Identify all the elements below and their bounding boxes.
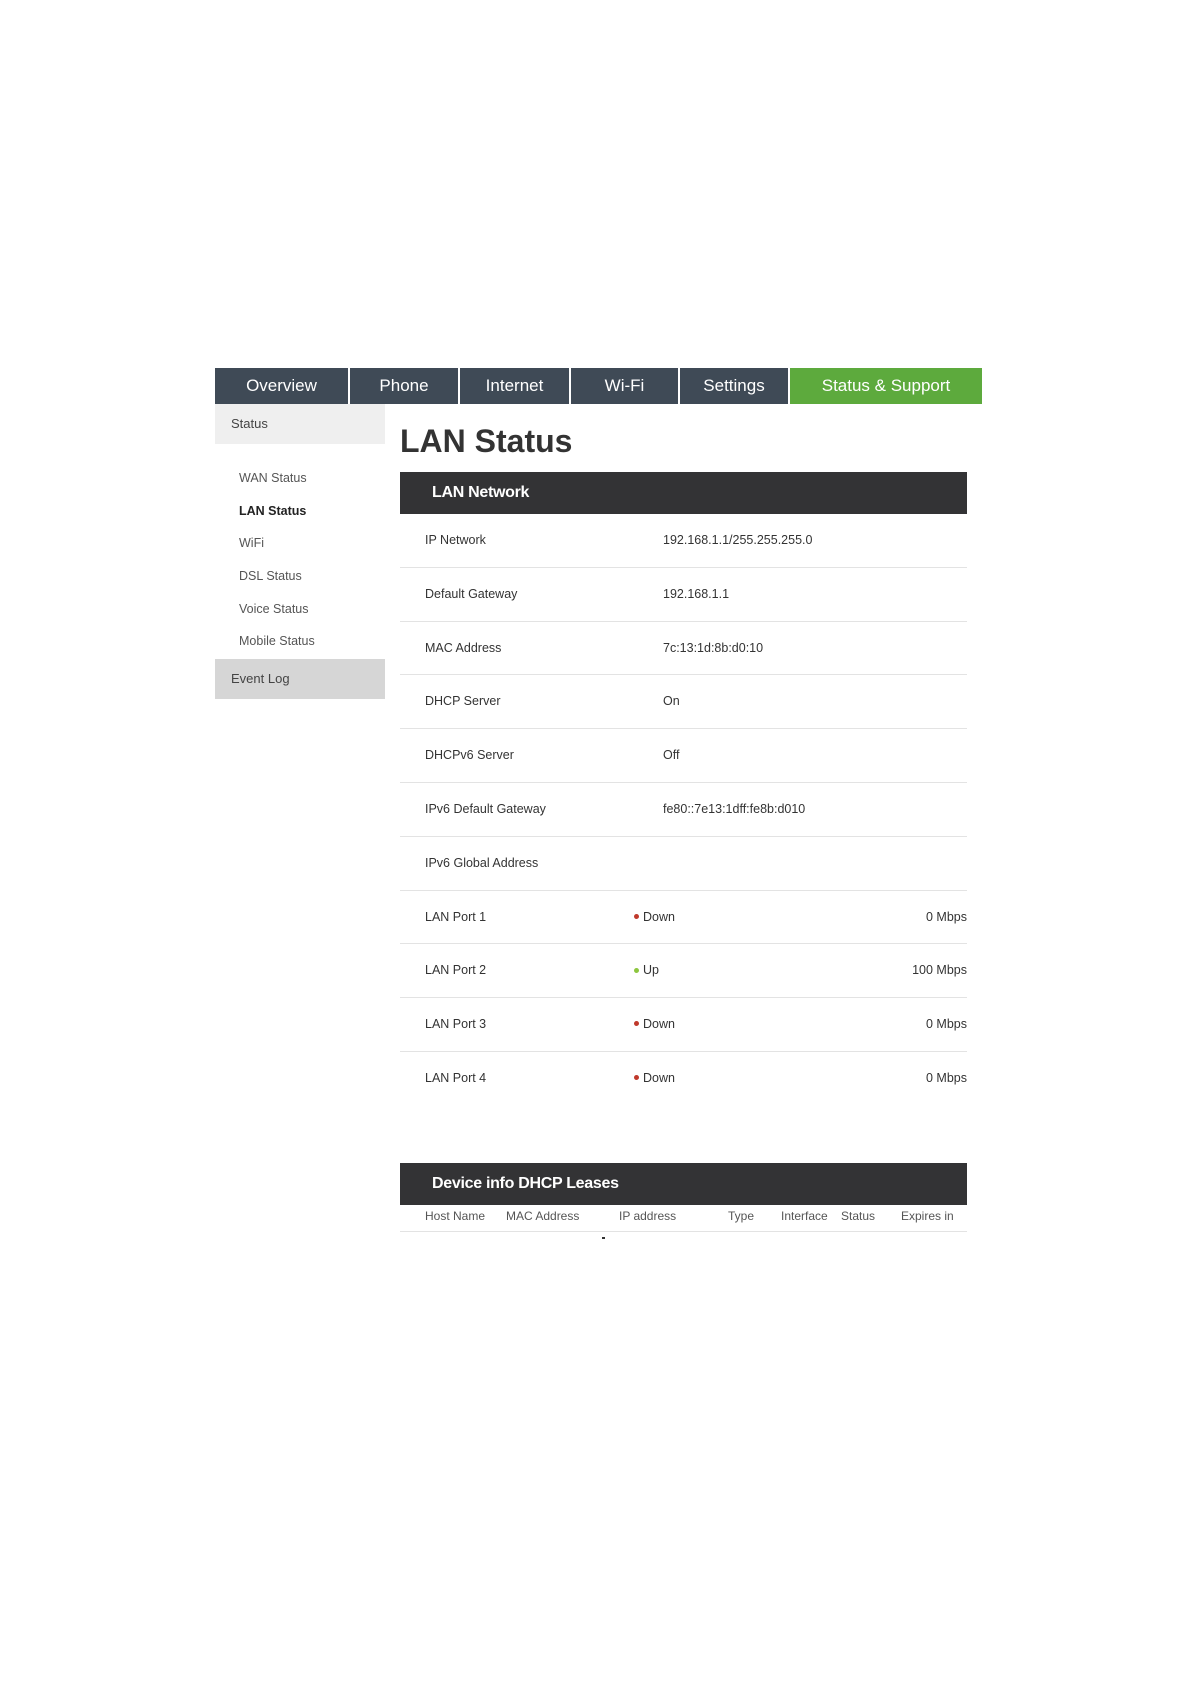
lan-network-header: LAN Network — [400, 472, 967, 514]
tab-phone[interactable]: Phone — [350, 368, 458, 404]
port-label: LAN Port 4 — [425, 1070, 487, 1085]
port-status — [634, 891, 675, 944]
col-ip-address: IP address — [619, 1208, 677, 1223]
port-label: LAN Port 2 — [425, 963, 487, 978]
lan-port-row — [400, 944, 967, 998]
col-mac-address: MAC Address — [506, 1208, 580, 1223]
row-label: DHCPv6 Server — [425, 748, 514, 763]
table-row — [400, 622, 967, 676]
row-label: IPv6 Default Gateway — [425, 801, 546, 816]
row-value: fe80::7e13:1dff:fe8b:d010 — [663, 801, 806, 816]
table-row — [400, 568, 967, 622]
row-label: MAC Address — [425, 640, 502, 655]
sidebar-item-event-log[interactable]: Event Log — [215, 659, 385, 699]
tab-wifi[interactable]: Wi-Fi — [571, 368, 678, 404]
table-row — [400, 675, 967, 729]
port-status — [634, 998, 675, 1051]
sidebar-item-wan-status[interactable]: WAN Status — [239, 471, 307, 485]
port-label: LAN Port 1 — [425, 909, 487, 924]
port-speed: 100 Mbps — [912, 963, 967, 978]
row-value: 7c:13:1d:8b:d0:10 — [663, 640, 764, 655]
port-status-text: Down — [643, 1017, 675, 1032]
row-value: 192.168.1.1/255.255.255.0 — [663, 533, 813, 547]
col-interface: Interface — [781, 1208, 828, 1223]
lan-port-row — [400, 1052, 967, 1105]
row-label: Default Gateway — [425, 586, 518, 601]
col-host-name: Host Name — [425, 1208, 486, 1223]
row-value: On — [663, 694, 680, 709]
table-row — [400, 729, 967, 783]
row-value: 192.168.1.1 — [663, 586, 730, 601]
table-row — [400, 837, 967, 891]
row-label: DHCP Server — [425, 694, 501, 709]
page-title: LAN Status — [400, 423, 573, 459]
stray-mark — [602, 1237, 605, 1239]
main-content — [400, 404, 967, 1232]
port-status-text: Up — [643, 963, 659, 978]
row-value: Off — [663, 748, 680, 763]
sidebar-item-voice-status[interactable]: Voice Status — [239, 601, 309, 616]
lan-network-table — [400, 514, 967, 1105]
port-status-text: Down — [643, 1070, 675, 1085]
sidebar — [215, 404, 385, 699]
status-down-icon — [634, 914, 639, 919]
lan-port-row — [400, 891, 967, 945]
col-type: Type — [728, 1208, 755, 1223]
row-label: IP Network — [425, 533, 486, 547]
router-ui — [215, 368, 982, 1254]
port-label: LAN Port 3 — [425, 1017, 487, 1032]
status-down-icon — [634, 1075, 639, 1080]
top-nav — [215, 368, 982, 404]
port-speed: 0 Mbps — [926, 1017, 967, 1032]
col-status: Status — [841, 1208, 876, 1223]
tab-internet[interactable]: Internet — [460, 368, 569, 404]
tab-settings[interactable]: Settings — [680, 368, 788, 404]
sidebar-item-lan-status[interactable]: LAN Status — [239, 503, 307, 518]
port-speed: 0 Mbps — [926, 909, 967, 924]
port-status — [634, 1052, 675, 1105]
status-up-icon — [634, 968, 639, 973]
port-status — [634, 944, 659, 997]
table-row — [400, 783, 967, 837]
tab-overview[interactable]: Overview — [215, 368, 348, 404]
status-down-icon — [634, 1021, 639, 1026]
tab-status-support[interactable]: Status & Support — [790, 368, 982, 404]
col-expires-in: Expires in — [901, 1208, 954, 1223]
port-status-text: Down — [643, 909, 675, 924]
port-speed: 0 Mbps — [926, 1070, 967, 1085]
dhcp-table-header — [400, 1205, 967, 1232]
sidebar-item-wifi[interactable]: WiFi — [239, 536, 264, 551]
dhcp-leases-header: Device info DHCP Leases — [400, 1163, 967, 1205]
table-row — [400, 514, 967, 568]
sidebar-header[interactable]: Status — [215, 404, 385, 444]
lan-port-row — [400, 998, 967, 1052]
sidebar-item-mobile-status[interactable]: Mobile Status — [239, 634, 315, 649]
sidebar-item-dsl-status[interactable]: DSL Status — [239, 569, 302, 584]
row-label: IPv6 Global Address — [425, 855, 539, 870]
